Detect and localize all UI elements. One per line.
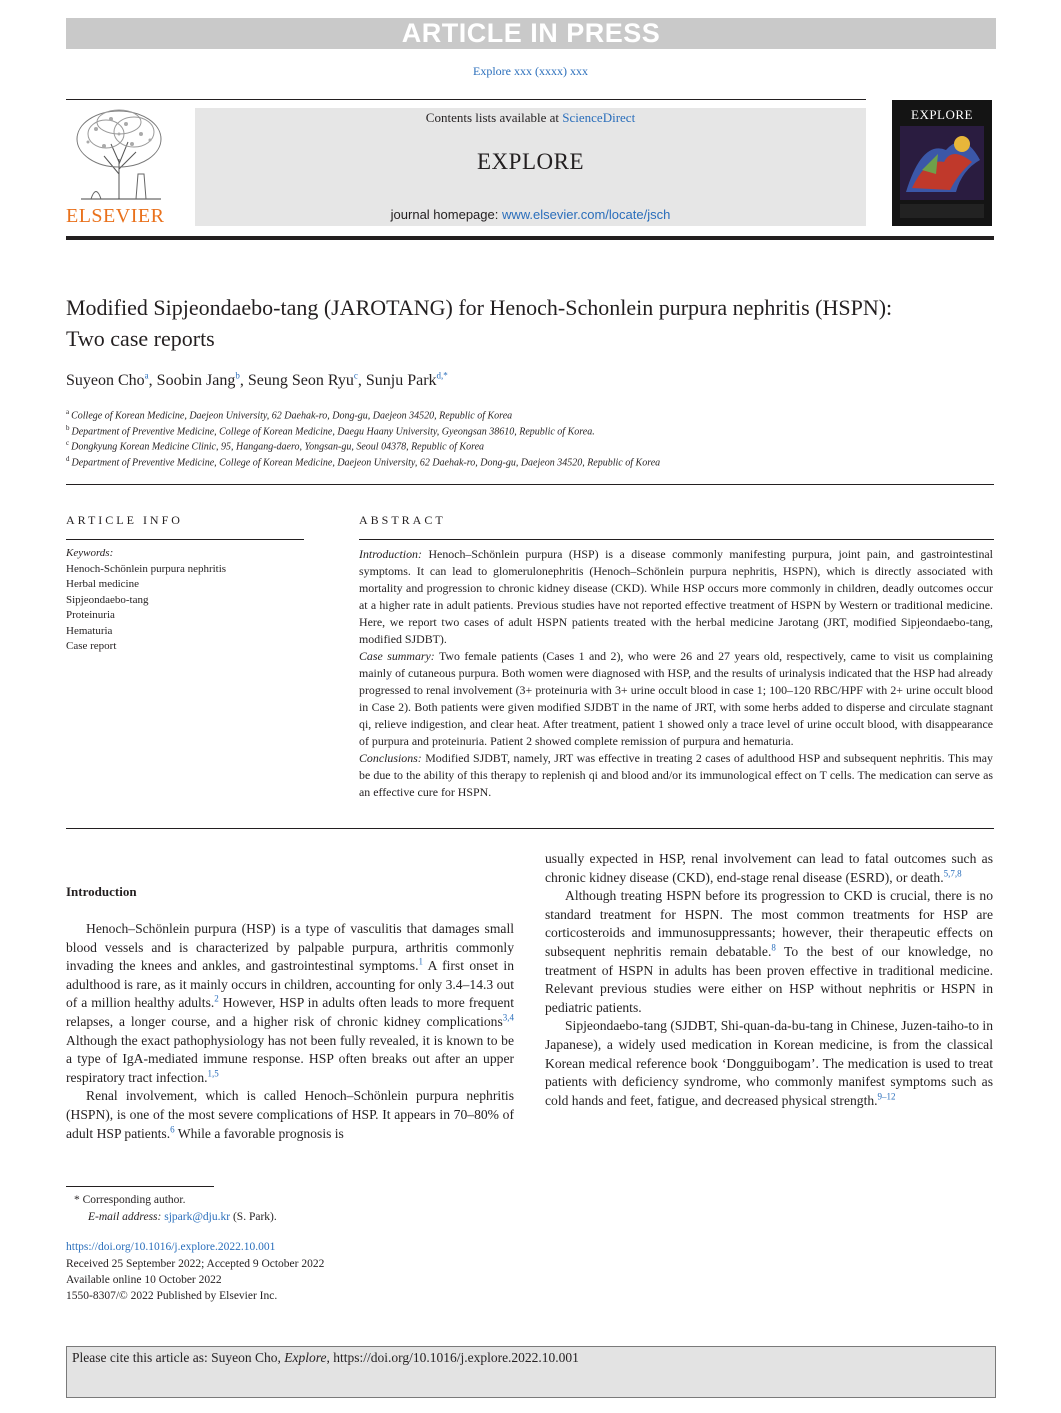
contents-line bbox=[195, 110, 866, 126]
body-text: Henoch–Schönlein purpura (HSP) is a type of vasculitis that damages small blood vessels and is characterized by palpable purpura, arthritis commonly invading the knees and ankles, and gastrointestinal symptoms. bbox=[66, 921, 514, 974]
affiliation bbox=[66, 424, 595, 437]
body-paragraph bbox=[66, 920, 514, 1087]
header-top-rule bbox=[66, 99, 866, 100]
affiliation-text: Department of Preventive Medicine, College of Korean Medicine, Daejeon University, 62 Daehak-ro, Dong-gu, Daejeon 34520, Republic of Korea bbox=[71, 457, 661, 469]
keywords-label: Keywords: bbox=[66, 547, 114, 559]
introduction-heading: Introduction bbox=[66, 884, 137, 899]
affiliation-text: College of Korean Medicine, Daejeon University, 62 Daehak-ro, Dong-gu, Daejeon 34520, Republic of Korea bbox=[71, 410, 513, 422]
citation-ref[interactable]: 3,4 bbox=[502, 1012, 514, 1023]
affiliation-label: a bbox=[66, 408, 70, 416]
keyword-item: Proteinuria bbox=[66, 609, 115, 621]
email-suffix: (S. Park). bbox=[230, 1211, 277, 1223]
body-text: A first onset in adulthood is rare, as it mainly occurs in children, accounting for only 3.4–14.3 out of a million healthy adults. bbox=[66, 958, 514, 1011]
affiliation bbox=[66, 408, 512, 421]
abstract-bottom-rule bbox=[66, 828, 994, 829]
keyword-item: Case report bbox=[66, 640, 117, 652]
abstract-heading: ABSTRACT bbox=[359, 513, 446, 527]
author-affiliation-mark[interactable]: c bbox=[353, 370, 358, 381]
elsevier-tree-logo bbox=[66, 104, 172, 202]
abstract-conclusions bbox=[359, 750, 993, 801]
corresponding-author-note: * Corresponding author. bbox=[74, 1194, 186, 1206]
article-info-heading: ARTICLE INFO bbox=[66, 513, 183, 527]
cover-title: EXPLORE bbox=[911, 107, 973, 122]
footnote-rule bbox=[66, 1186, 214, 1187]
affiliation bbox=[66, 455, 660, 468]
author-list: Suyeon Cho$^a$, Soobin Jang$^b$, Seung Seon Ryu$^c$, Sunju Park$^{d,*}$ bbox=[66, 370, 448, 389]
homepage-line bbox=[195, 207, 866, 222]
citation-suffix: , https://doi.org/10.1016/j.explore.2022.10.001 bbox=[326, 1350, 579, 1365]
body-left-column bbox=[66, 920, 514, 1143]
citation-ref[interactable]: 5,7,8 bbox=[943, 868, 962, 879]
body-text: While a favorable prognosis is bbox=[174, 1125, 344, 1141]
affiliation-divider bbox=[66, 484, 994, 485]
article-in-press-banner: ARTICLE IN PRESS bbox=[66, 18, 996, 49]
elsevier-logo-text: ELSEVIER bbox=[66, 205, 165, 227]
affiliation bbox=[66, 439, 484, 452]
keyword-item: Herbal medicine bbox=[66, 578, 139, 590]
citation-text bbox=[72, 1350, 579, 1366]
issn-copyright: 1550-8307/© 2022 Published by Elsevier Inc. bbox=[66, 1290, 278, 1302]
email-label: E-mail address: bbox=[88, 1211, 162, 1223]
abstract-concl-text: Modified SJDBT, namely, JRT was effective in treating 2 cases of adulthood HSP and subsequent nephritis. This may be due to the ability of this therapy to replenish qi and blood and/or its immunological effect on T cells. The medication can serve as an effective cure for HSPN. bbox=[359, 751, 993, 799]
header-bottom-rule bbox=[66, 236, 994, 240]
keyword-item: Hematuria bbox=[66, 624, 113, 637]
citation-prefix: Please cite this article as: Suyeon Cho, bbox=[72, 1350, 285, 1365]
sciencedirect-link[interactable]: ScienceDirect bbox=[562, 110, 636, 125]
body-paragraph bbox=[66, 1087, 514, 1143]
affiliation-text: Department of Preventive Medicine, College of Korean Medicine, Daegu Haany University, Gyeongsan 38610, Republic of Korea. bbox=[71, 426, 595, 438]
body-text: To the best of our knowledge, no treatment of HSPN in adults has been proven effective in traditional medicine. Relevant previous studies were either on HSP without nephritis or HSPN in pediatric patients. bbox=[545, 943, 993, 1015]
abstract-case-text: Two female patients (Cases 1 and 2), who were 26 and 27 years old, respectively, came to visit us complaining mainly of cutaneous purpura. Both women were diagnosed with HSP, and the results of urinalysis indicated that the HSP had already progressed to renal involvement (3+ proteinuria with 3+ urine occult blood in case 1; 100–120 RBC/HPF with 2+ urine occult blood in Case 2). Both patients were given modified SJDBT in the name of JRT, with some herbs added to disperse and circulate stagnant qi, relieve indigestion, and clear heat. After treatment, patient 1 showed only a trace level of urine occult blood, with disappearance of purpura and proteinuria. Patient 2 showed complete remission of purpura and hematuria. bbox=[359, 649, 993, 748]
body-paragraph bbox=[545, 850, 993, 887]
citation-ref[interactable]: 8 bbox=[771, 942, 776, 953]
affiliation-label: d bbox=[66, 455, 70, 463]
received-dates: Received 25 September 2022; Accepted 9 October 2022 bbox=[66, 1258, 325, 1270]
body-right-column bbox=[545, 850, 993, 1110]
abstract-introduction bbox=[359, 546, 993, 648]
author-name: Soobin Jang bbox=[156, 372, 236, 389]
citation-journal: Explore bbox=[284, 1350, 327, 1365]
author-name: Seung Seon Ryu bbox=[247, 372, 354, 389]
abstract-intro-label: Introduction: bbox=[359, 547, 422, 561]
article-title: Modified Sipjeondaebo-tang (JAROTANG) for Henoch-Schonlein purpura nephritis (HSPN): Two case reports bbox=[66, 295, 893, 351]
affiliation-label: b bbox=[66, 424, 70, 432]
abstract-intro-text: Henoch–Schönlein purpura (HSP) is a disease commonly manifesting purpura, joint pain, and gastrointestinal symptoms. It can lead to glomerulonephritis (Henoch–Schönlein purpura nephritis, HSPN), which is directly associated with mortality and progression to chronic kidney disease (CKD). While HSP occurs more commonly in children, deadly outcomes occur at a higher rate in adult patients. Previous studies have not reported effective treatment of HSPN by Western or traditional medicine. Here, we report two cases of adult HSPN patients treated with the herbal medicine Jarotang (JRT, modified Sipjeondaebo-tang, modified SJDBT). bbox=[359, 547, 993, 646]
abstract-case-summary bbox=[359, 648, 993, 750]
author-affiliation-mark[interactable]: d,* bbox=[436, 370, 448, 381]
email-link[interactable]: sjpark@dju.kr bbox=[164, 1211, 231, 1223]
citation-ref[interactable]: 2 bbox=[214, 993, 219, 1004]
body-paragraph bbox=[545, 1017, 993, 1110]
citation-ref[interactable]: 9–12 bbox=[877, 1091, 896, 1102]
journal-name: EXPLORE bbox=[477, 149, 584, 174]
contents-prefix: Contents lists available at bbox=[425, 110, 563, 125]
author-affiliation-mark[interactable]: b bbox=[235, 370, 240, 381]
homepage-prefix: journal homepage: bbox=[390, 207, 502, 222]
abstract-case-label: Case summary: bbox=[359, 649, 435, 663]
abstract-concl-label: Conclusions: bbox=[359, 751, 422, 765]
keyword-item: Sipjeondaebo-tang bbox=[66, 593, 149, 606]
abstract-rule bbox=[359, 539, 994, 540]
keywords-block bbox=[66, 546, 306, 655]
body-text: Renal involvement, which is called Henoch–Schönlein purpura nephritis (HSPN), is one of the most severe complications of HSP. It appears in 70–80% of adult HSP patients. bbox=[66, 1088, 514, 1141]
keyword-item: Henoch-Schönlein purpura nephritis bbox=[66, 562, 227, 575]
body-text: However, HSP in adults often leads to more frequent relapses, a longer course, and a higher risk of chronic kidney complications bbox=[66, 995, 514, 1029]
author-name: Sunju Park bbox=[365, 372, 437, 389]
body-text: usually expected in HSP, renal involvement can lead to fatal outcomes such as chronic kidney disease (CKD), end-stage renal disease (ESRD), or death. bbox=[545, 851, 993, 885]
homepage-link[interactable]: www.elsevier.com/locate/jsch bbox=[501, 207, 671, 222]
author-name: Suyeon Cho bbox=[66, 372, 145, 389]
abstract-body bbox=[359, 546, 993, 801]
body-text: Sipjeondaebo-tang (SJDBT, Shi-quan-da-bu-tang in Chinese, Juzen-taiho-to in Japanese), a widely used medication in Korean medicine, is from the classical Korean medical reference book ‘Dongguibogam’. The medication is used to treat patients with deficiency syndrome, who commonly manifest symptoms such as cold hands and feet, fatigue, and decreased physical strength. bbox=[545, 1018, 993, 1108]
citation-ref[interactable]: 1,5 bbox=[207, 1068, 219, 1079]
doi-link[interactable]: https://doi.org/10.1016/j.explore.2022.10.001 bbox=[66, 1241, 276, 1253]
email-line bbox=[88, 1211, 277, 1223]
body-paragraph bbox=[545, 887, 993, 1017]
journal-reference-link[interactable]: Explore xxx (xxxx) xxx bbox=[473, 64, 588, 78]
body-text: Although the exact pathophysiology has not been fully revealed, it is known to be a type of IgA-mediated immune response. HSP often breaks out after an upper respiratory tract infection. bbox=[66, 1032, 514, 1085]
body-text: Although treating HSPN before its progression to CKD is crucial, there is no standard treatment for HSPN. The most common treatments for HSP are corticosteroids and immunosuppressants; however, their therapeutic effects on subsequent nephritis remain debatable. bbox=[545, 888, 993, 959]
affiliation-text: Dongkyung Korean Medicine Clinic, 95, Hangang-daero, Yongsan-gu, Seoul 04378, Republic of Korea bbox=[71, 441, 485, 453]
article-info-rule bbox=[66, 539, 304, 540]
citation-ref[interactable]: 6 bbox=[170, 1124, 175, 1134]
available-online: Available online 10 October 2022 bbox=[66, 1274, 222, 1286]
author-affiliation-mark[interactable]: a bbox=[144, 370, 149, 381]
citation-ref[interactable]: 1 bbox=[418, 956, 423, 967]
affiliation-label: c bbox=[66, 439, 70, 447]
